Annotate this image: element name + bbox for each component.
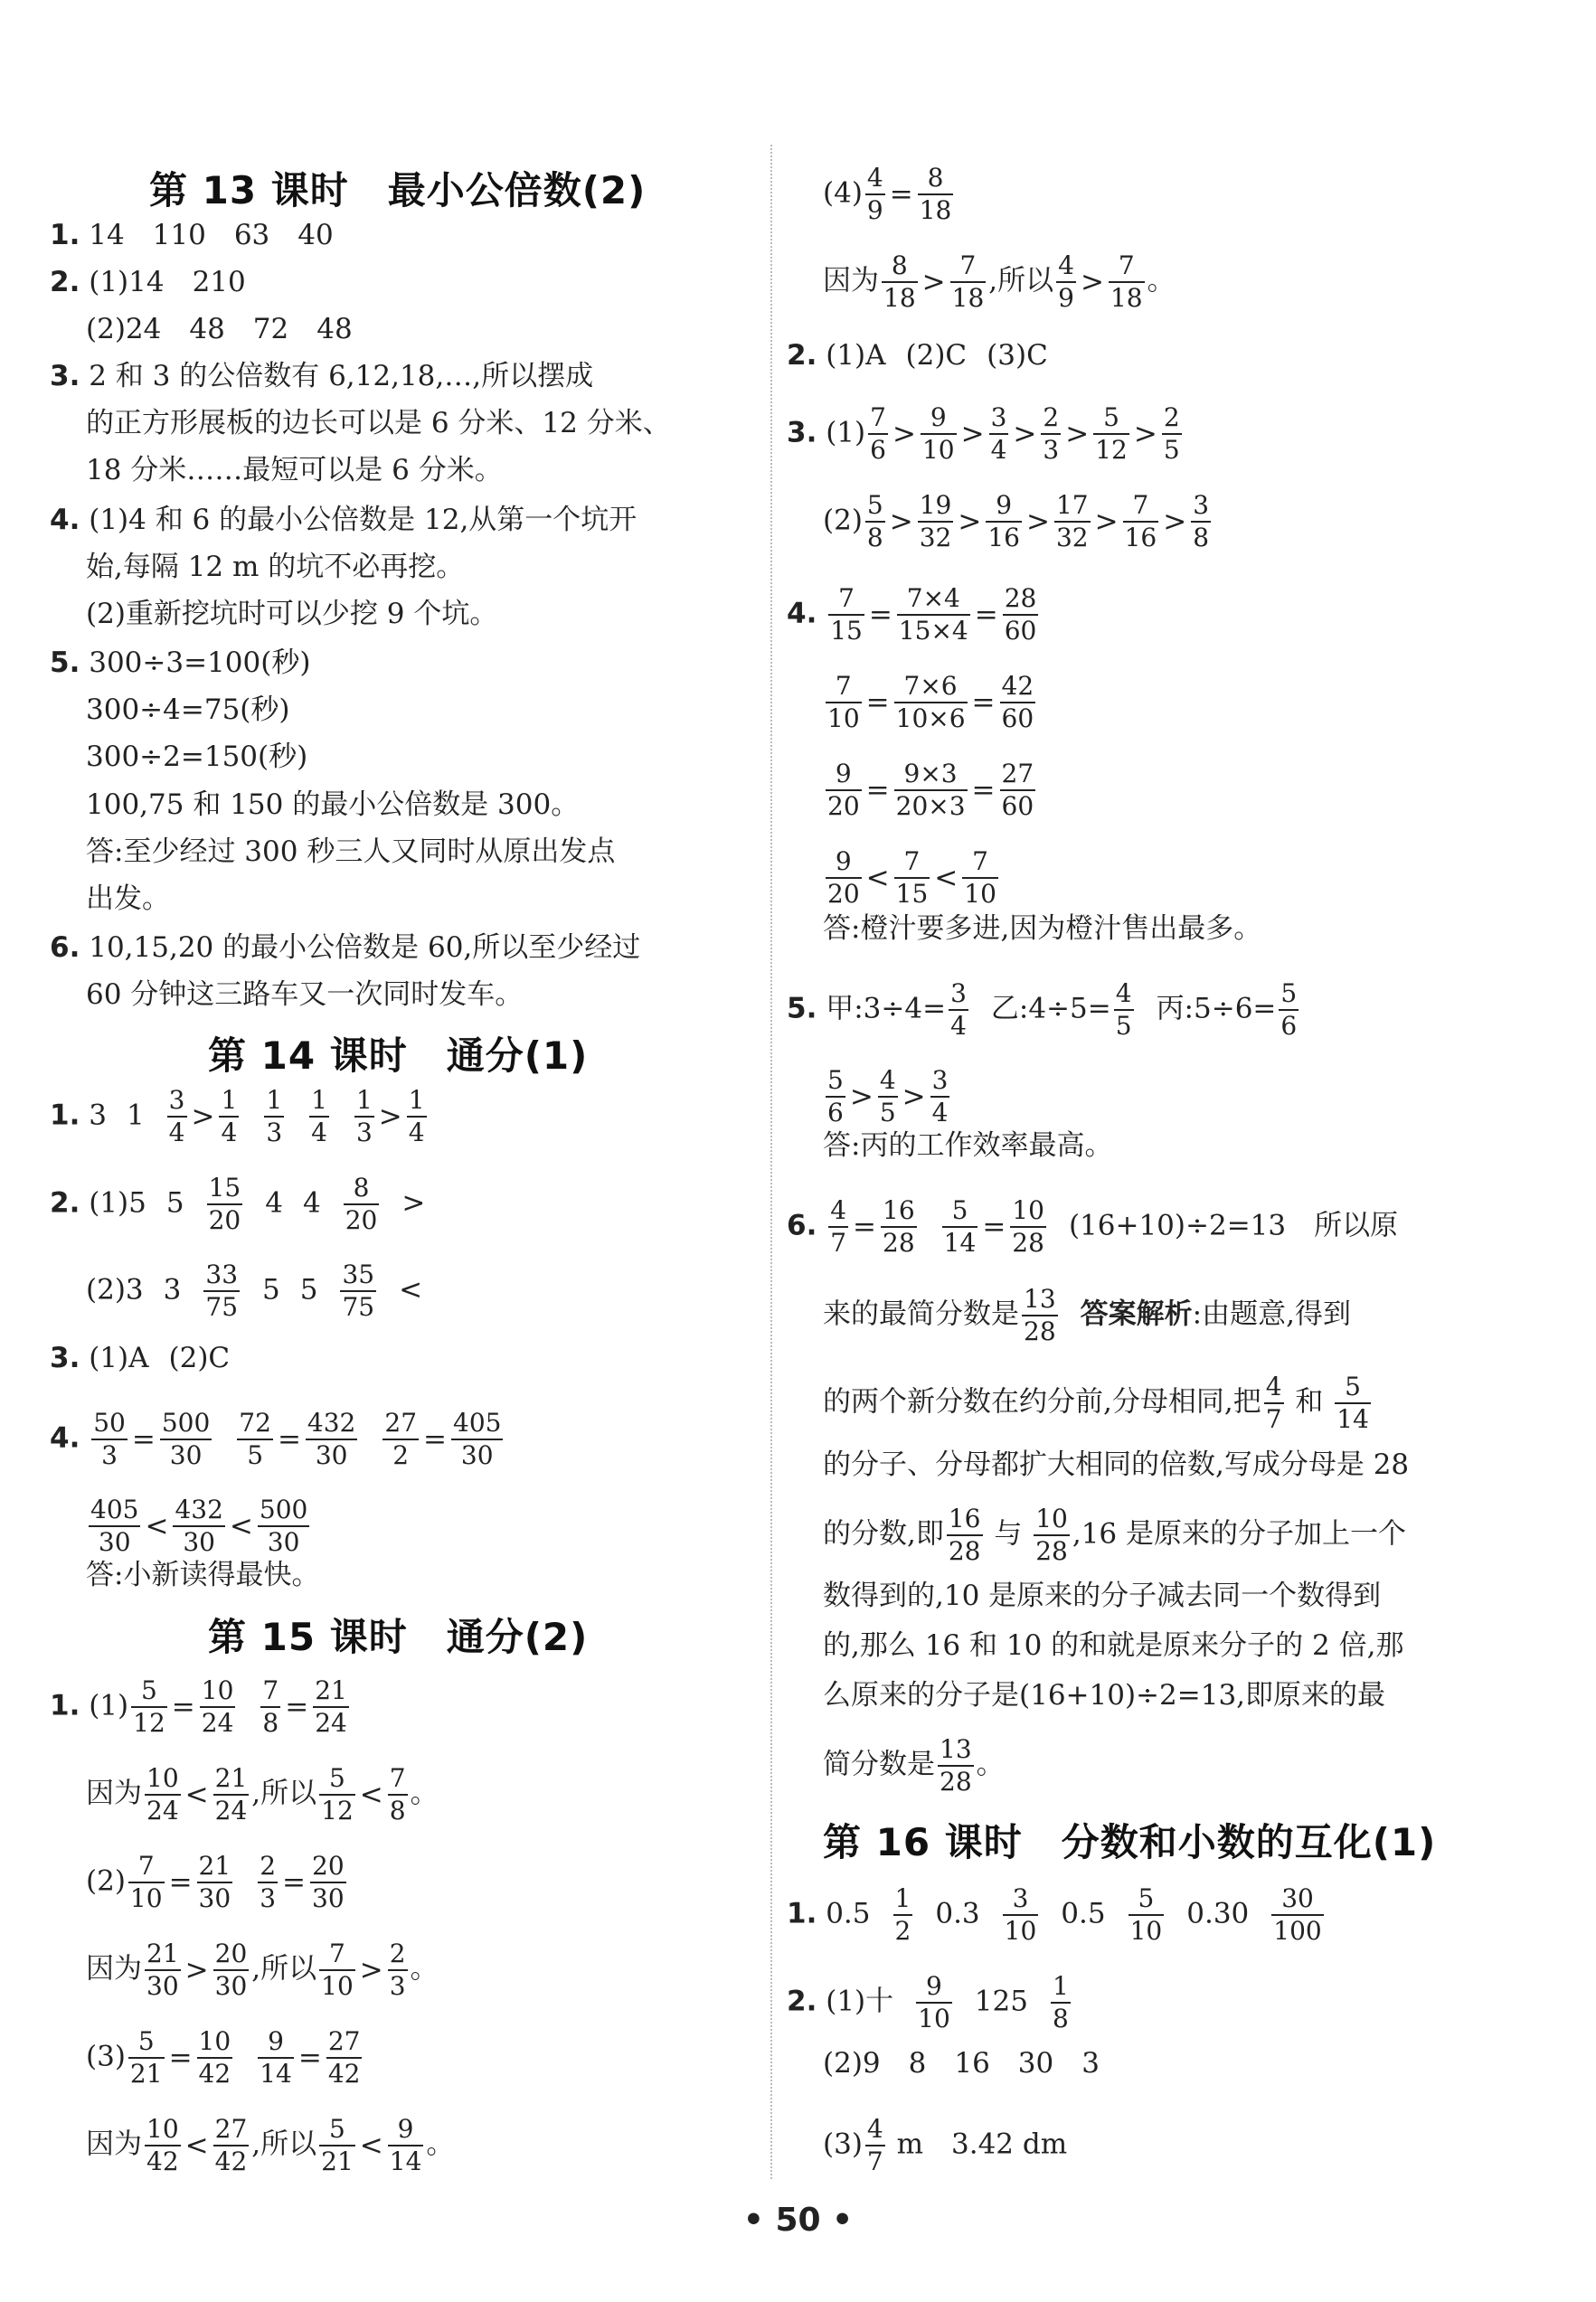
l13-q3: 3. 2 和 3 的公倍数有 6,12,18,…,所以摆成 — [50, 360, 594, 392]
r15-q4-d: $\frac{9}{20}$ < $\frac{7}{15}$ < $\frac{7}{10}$ — [827, 846, 996, 909]
l13-q2: 2. (1)14 210 — [50, 266, 246, 298]
l15-q1-reason: 因为 $\frac{10}{24}$ < $\frac{21}{24}$ ,所以 $\frac{5}{12}$ < $\frac{7}{8}$ 。 — [86, 1763, 439, 1826]
r15-q1-4: (4) $\frac{4}{9}$ = $\frac{8}{18}$ — [823, 163, 952, 225]
l13-q6-cont: 60 分钟这三路车又一次同时发车。 — [86, 978, 524, 1011]
r15-q6-f: 数得到的,10 是原来的分子减去同一个数得到 — [823, 1580, 1382, 1612]
l15-q1-2: (2) $\frac{7}{10}$ = $\frac{21}{30}$ $\frac{2}{3}$ = $\frac{20}{30}$ — [86, 1851, 345, 1913]
l13-q5d: 100,75 和 150 的最小公倍数是 300。 — [86, 788, 580, 821]
l14-q3: 3. (1)A (2)C — [50, 1342, 231, 1374]
page-number: • 50 • — [742, 2202, 854, 2239]
l14-q2b: (2)3 3 $\frac{33}{75}$ 5 5 $\frac{35}{75}$ < — [86, 1259, 423, 1322]
l13-q5e: 答:至少经过 300 秒三人又同时从原出发点 — [86, 835, 616, 868]
heading-lesson-15: 第 15 课时 通分(2) — [208, 1615, 589, 1659]
r15-q5-b: $\frac{5}{6}$ > $\frac{4}{5}$ > $\frac{3}{4}$ — [827, 1065, 949, 1127]
l13-q5f: 出发。 — [86, 882, 170, 915]
heading-lesson-16: 第 16 课时 分数和小数的互化(1) — [823, 1820, 1437, 1864]
l13-q2b: (2)24 48 72 48 — [86, 313, 353, 345]
l14-q4-answer: 答:小新读得最快。 — [86, 1559, 320, 1591]
r15-q4-b: $\frac{7}{10}$ = $\frac{7\times 6}{10\times 6}$ = $\frac{42}{60}$ — [827, 671, 1034, 733]
r15-q6-c: 的两个新分数在约分前,分母相同,把 $\frac{4}{7}$ 和 $\frac{5}{14}$ — [823, 1372, 1369, 1434]
r15-q6-h: 么原来的分子是(16+10)÷2=13,即原来的最 — [823, 1679, 1386, 1712]
r15-q6-g: 的,那么 16 和 10 的和就是原来分子的 2 倍,那 — [823, 1629, 1404, 1662]
r15-q3-2: (2) $\frac{5}{8}$ > $\frac{19}{32}$ > $\frac{9}{16}$ > $\frac{17}{32}$ > $\frac{7}{16}$ > $\frac{3}{8}$ — [823, 490, 1210, 552]
r15-q4: 4. $\frac{7}{15}$ = $\frac{7\times 4}{15\times 4}$ = $\frac{28}{60}$ — [787, 583, 1037, 646]
l15-q1-3: (3) $\frac{5}{21}$ = $\frac{10}{42}$ $\frac{9}{14}$ = $\frac{27}{42}$ — [86, 2026, 361, 2089]
l13-q6: 6. 10,15,20 的最小公倍数是 60,所以至少经过 — [50, 931, 641, 964]
r16-q1: 1. 0.5 $\frac{1}{2}$ 0.3 $\frac{3}{10}$ 0.5 $\frac{5}{10}$ 0.30 $\frac{30}{100}$ — [787, 1883, 1322, 1946]
r16-q2: 2. (1)十 $\frac{9}{10}$ 125 $\frac{1}{8}$ — [787, 1971, 1069, 2033]
r15-q5: 5. 甲:3÷4= $\frac{3}{4}$ 乙:4÷5= $\frac{4}{5}$ 丙:5÷6= $\frac{5}{6}$ — [787, 978, 1298, 1041]
r15-q5-answer: 答:丙的工作效率最高。 — [823, 1129, 1113, 1162]
l14-q1: 1. 3 1 $\frac{3}{4}$ > $\frac{1}{4}$ $\frac{1}{3}$ $\frac{1}{4}$ $\frac{1}{3}$ > $\frac{1}{4}$ — [50, 1085, 425, 1147]
r15-q6-b: 来的最简分数是 $\frac{13}{28}$ 答案解析:由题意,得到 — [823, 1284, 1351, 1346]
r15-q6-e: 的分数,即 $\frac{16}{28}$ 与 $\frac{10}{28}$ ,16 是原来的分子加上一个 — [823, 1504, 1407, 1566]
r15-q6-i: 简分数是 $\frac{13}{28}$ 。 — [823, 1734, 1005, 1797]
l13-q1: 1. 14 110 63 40 — [50, 219, 334, 251]
l13-q5c: 300÷2=150(秒) — [86, 741, 308, 773]
l13-q3-cont: 的正方形展板的边长可以是 6 分米、12 分米、 — [86, 407, 671, 439]
l13-q4-cont: 始,每隔 12 m 的坑不必再挖。 — [86, 551, 465, 583]
l14-q4: 4. $\frac{50}{3}$ = $\frac{500}{30}$ $\frac{72}{5}$ = $\frac{432}{30}$ $\frac{27}{2}$ = $\frac{405}{30}$ — [50, 1408, 502, 1470]
heading-lesson-14: 第 14 课时 通分(1) — [208, 1033, 589, 1078]
l13-q5b: 300÷4=75(秒) — [86, 693, 290, 726]
r15-q1-4-reason: 因为 $\frac{8}{18}$ > $\frac{7}{18}$ ,所以 $\frac{4}{9}$ > $\frac{7}{18}$ 。 — [823, 250, 1176, 313]
r15-q6-d: 的分子、分母都扩大相同的倍数,写成分母是 28 — [823, 1448, 1410, 1481]
heading-lesson-13: 第 13 课时 最小公倍数(2) — [149, 168, 647, 212]
l15-q1-3-reason: 因为 $\frac{10}{42}$ < $\frac{27}{42}$ ,所以 $\frac{5}{21}$ < $\frac{9}{14}$ 。 — [86, 2114, 455, 2176]
analysis-label: 答案解析 — [1080, 1297, 1193, 1331]
l14-q2: 2. (1)5 5 $\frac{15}{20}$ 4 4 $\frac{8}{20}$ > — [50, 1173, 426, 1235]
r16-q2-c: (3) $\frac{4}{7}$ m 3.42 dm — [823, 2114, 1068, 2176]
l15-q1: 1. (1) $\frac{5}{12}$ = $\frac{10}{24}$ $\frac{7}{8}$ = $\frac{21}{24}$ — [50, 1675, 347, 1738]
r15-q4-answer: 答:橙汁要多进,因为橙汁售出最多。 — [823, 912, 1262, 945]
l13-q5: 5. 300÷3=100(秒) — [50, 646, 311, 679]
r15-q3: 3. (1) $\frac{7}{6}$ > $\frac{9}{10}$ > $\frac{3}{4}$ > $\frac{2}{3}$ > $\frac{5}{12}$ > $\frac{2}{5}$ — [787, 402, 1180, 465]
l14-q4b: $\frac{405}{30}$ < $\frac{432}{30}$ < $\frac{500}{30}$ — [90, 1495, 308, 1557]
r15-q2: 2. (1)A (2)C (3)C — [787, 339, 1048, 372]
r15-q6: 6. $\frac{4}{7}$ = $\frac{16}{28}$ $\frac{5}{14}$ = $\frac{10}{28}$ (16+10)÷2=13 所以原 — [787, 1195, 1399, 1258]
l13-q4-cont2: (2)重新挖坑时可以少挖 9 个坑。 — [86, 598, 498, 630]
r15-q4-c: $\frac{9}{20}$ = $\frac{9\times 3}{20\times 3}$ = $\frac{27}{60}$ — [827, 759, 1034, 821]
l13-q4: 4. (1)4 和 6 的最小公倍数是 12,从第一个坑开 — [50, 504, 637, 536]
r16-q2-b: (2)9 8 16 30 3 — [823, 2047, 1100, 2080]
column-divider — [770, 145, 772, 2179]
l15-q1-2-reason: 因为 $\frac{21}{30}$ > $\frac{20}{30}$ ,所以 $\frac{7}{10}$ > $\frac{2}{3}$ 。 — [86, 1939, 439, 2001]
l13-q3-cont2: 18 分米……最短可以是 6 分米。 — [86, 454, 503, 486]
